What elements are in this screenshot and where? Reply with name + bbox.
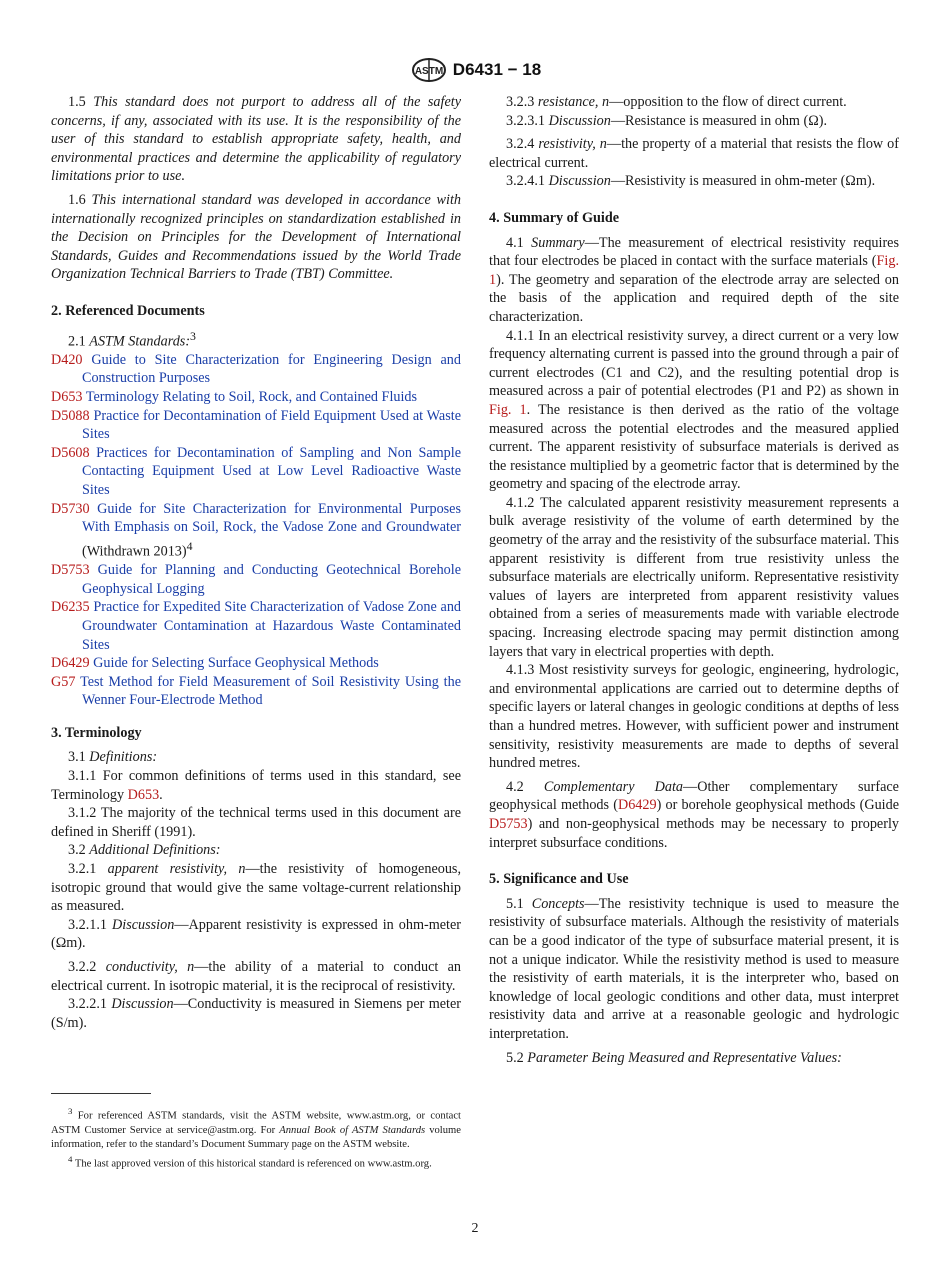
reference-code-link[interactable]: D5730 [51, 500, 90, 517]
reference-code-link[interactable]: D6235 [51, 599, 90, 616]
section-3-2-1: 3.2.1 apparent resistivity, n—the resistivity of homogeneous, isotropic ground that would give the same voltage-current relationship as measured. [51, 861, 462, 915]
page-number: 2 [471, 1221, 479, 1236]
heading-referenced-documents: 2. Referenced Documents [51, 302, 205, 319]
reference-item[interactable]: D5753 Guide for Planning and Conducting Geotechnical Borehole Geophysical Logging [51, 562, 461, 597]
section-3-2-4-1: 3.2.4.1 Discussion—Resistivity is measured in ohm-meter (Ωm). [506, 173, 876, 190]
d5753-link[interactable]: D5753 [489, 815, 528, 832]
reference-code-link[interactable]: D6429 [51, 655, 90, 672]
section-4-2: 4.2 Complementary Data—Other complementary surface geophysical methods (D6429) or borehole geophysical methods (Guide D5753) and non-geophysical methods may be necessary to properly interpret subsurface conditions. [489, 778, 899, 851]
fig-1-link[interactable]: Fig. 1 [489, 253, 899, 288]
reference-code-link[interactable]: D420 [51, 351, 83, 368]
fig-1-link[interactable]: Fig. 1 [489, 401, 527, 418]
footnotes [51, 1104, 461, 1171]
svg-text:ASTM: ASTM [414, 66, 443, 77]
section-3-1-2: 3.1.2 The majority of the technical terms used in this document are defined in Sheriff (1991). [51, 805, 461, 840]
footnote-3: $^3$ For referenced ASTM standards, visit the ASTM website, www.astm.org, or contact ASTM Customer Service at service@astm.org. For Annual Book of ASTM Standards volume information, refer to the standard’s Document Summary page on the ASTM website. [51, 1106, 461, 1150]
section-4-1: 4.1 Summary—The measurement of electrical resistivity requires that four electrodes be placed in contact with the surface materials (Fig. 1). The geometry and separation of the electrode array are selected on the basis of the application and required depth of the site characterization. [489, 234, 899, 325]
astm-logo-icon [409, 56, 449, 84]
section-5-2: 5.2 Parameter Being Measured and Representative Values: [506, 1049, 842, 1066]
reference-code-link[interactable]: D5753 [51, 562, 90, 579]
footnote-divider [51, 1093, 151, 1094]
section-3-1-1: 3.1.1 For common definitions of terms used in this standard, see Terminology D653. [51, 768, 461, 803]
reference-item[interactable]: G57 Test Method for Field Measurement of Soil Resistivity Using the Wenner Four-Electrode Method [51, 673, 461, 709]
page-header [0, 56, 950, 89]
reference-list [51, 351, 461, 710]
reference-item[interactable]: D5088 Practice for Decontamination of Field Equipment Used at Waste Sites [51, 407, 461, 443]
heading-summary-of-guide: 4. Summary of Guide [489, 209, 620, 226]
d6429-link[interactable]: D6429 [617, 797, 657, 814]
section-3-2-1-1: 3.2.1.1 Discussion—Apparent resistivity is expressed in ohm-meter (Ωm). [51, 916, 461, 952]
reference-item[interactable]: D5730 Guide for Site Characterization for Environmental Purposes With Emphasis on Soil, Rock, the Vadose Zone and Groundwater (Withdrawn 2013)$^4$ [51, 500, 462, 560]
reference-item[interactable]: D6235 Practice for Expedited Site Characterization of Vadose Zone and Groundwater Contamination at Hazardous Waste Contaminated Sites [51, 599, 462, 653]
section-3-2-3: 3.2.3 resistance, n—opposition to the flow of direct current. [506, 94, 847, 110]
d653-link[interactable]: D653 [127, 786, 160, 803]
footnote-4: $^4$ The last approved version of this historical standard is referenced on www.astm.org. [68, 1153, 432, 1170]
section-3-2-3-1: 3.2.3.1 Discussion—Resistance is measured in ohm (Ω). [506, 112, 828, 129]
section-3-2-2-1: 3.2.2.1 Discussion—Conductivity is measured in Siemens per meter (S/m). [51, 996, 461, 1031]
section-3-2-4: 3.2.4 resistivity, n—the property of a material that resists the flow of electrical current. [489, 136, 900, 171]
section-1-5: 1.5 This standard does not purport to address all of the safety concerns, if any, associated with its use. It is the responsibility of the user of this standard to establish appropriate safety, health, and environmental practices and determine the applicability of regulatory limitations prior to use. [51, 94, 461, 185]
reference-code-link[interactable]: D5088 [51, 407, 90, 424]
reference-item[interactable]: D420 Guide to Site Characterization for Engineering Design and Construction Purposes [51, 351, 461, 387]
heading-terminology: 3. Terminology [51, 724, 142, 741]
reference-item[interactable]: D6429 Guide for Selecting Surface Geophysical Methods [51, 655, 379, 672]
section-4-1-3: 4.1.3 Most resistivity surveys for geologic, engineering, hydrologic, and environmental applications are carried out to determine depths of specific layers or lateral changes in geologic conditions at depths of less than a hundred metres. However, with sufficient power and instrument sensitivity, resistivity measurements are made to depths of several hundred metres. [489, 662, 899, 772]
reference-code-link[interactable]: G57 [51, 673, 76, 690]
section-5-1: 5.1 Concepts—The resistivity technique is used to measure the resistivity of subsurface materials. Although the resistivity of materials can be a good indicator of the type of subsurface material present, it is not a unique indicator. While the resistivity method is used to measure the resistivity of earth materials, it is the interpreter who, based on knowledge of local geologic conditions and other data, must interpret resistivity data and arrive at a reasonable geologic and hydrologic interpretation. [489, 895, 899, 1042]
reference-item[interactable]: D653 Terminology Relating to Soil, Rock, and Contained Fluids [51, 389, 418, 406]
document-id: D6431 − 18 [452, 60, 542, 79]
left-column [51, 93, 461, 1032]
section-4-1-1: 4.1.1 In an electrical resistivity survey, a direct current or a very low frequency alternating current is passed into the ground through a pair of current electrodes (C1 and C2), and the resulting potential drop is measured across a pair of potential electrodes (P1 and P2) as shown in Fig. 1. The resistance is then derived as the ratio of the voltage measured across the potential electrodes and the measured applied current. The apparent resistivity of subsurface materials is derived as the resistance multiplied by a geometric factor that is determined by the geometry and spacing of the electrode array. [489, 327, 899, 493]
section-3-2-2: 3.2.2 conductivity, n—the ability of a material to conduct an electrical current. In isotropic material, it is the reciprocal of resistivity. [51, 959, 462, 994]
section-4-1-2: 4.1.2 The calculated apparent resistivity measurement represents a bulk average resistivity of the volume of earth determined by the geometry of the array and the resistivity of the subsurface material. This apparent resistivity is different from true resistivity unless the subsurface materials are electrically uniform. Representative resistivity values of layers are interpreted from apparent resistivity values obtained from a series of measurements made with variable electrode spacing. Increasing electrode spacing may permit distinction among layers that vary in electrical properties with depth. [489, 494, 899, 660]
section-3-1: 3.1 Definitions: [68, 749, 158, 766]
section-2-1: 2.1 ASTM Standards:$^3$ [68, 328, 196, 350]
section-1-6: 1.6 This international standard was developed in accordance with internationally recognized principles on standardization established in the Decision on Principles for the Development of International Standards, Guides and Recommendations issued by the World Trade Organization Technical Barriers to Trade (TBT) Committee. [51, 191, 461, 283]
section-3-2: 3.2 Additional Definitions: [68, 842, 221, 859]
reference-item[interactable]: D5608 Practices for Decontamination of Sampling and Non Sample Contacting Equipment Used at Low Level Radioactive Waste Sites [51, 444, 461, 499]
reference-code-link[interactable]: D5608 [51, 444, 90, 461]
right-column [489, 93, 899, 1067]
heading-significance-and-use: 5. Significance and Use [489, 871, 629, 888]
reference-code-link[interactable]: D653 [51, 389, 83, 406]
